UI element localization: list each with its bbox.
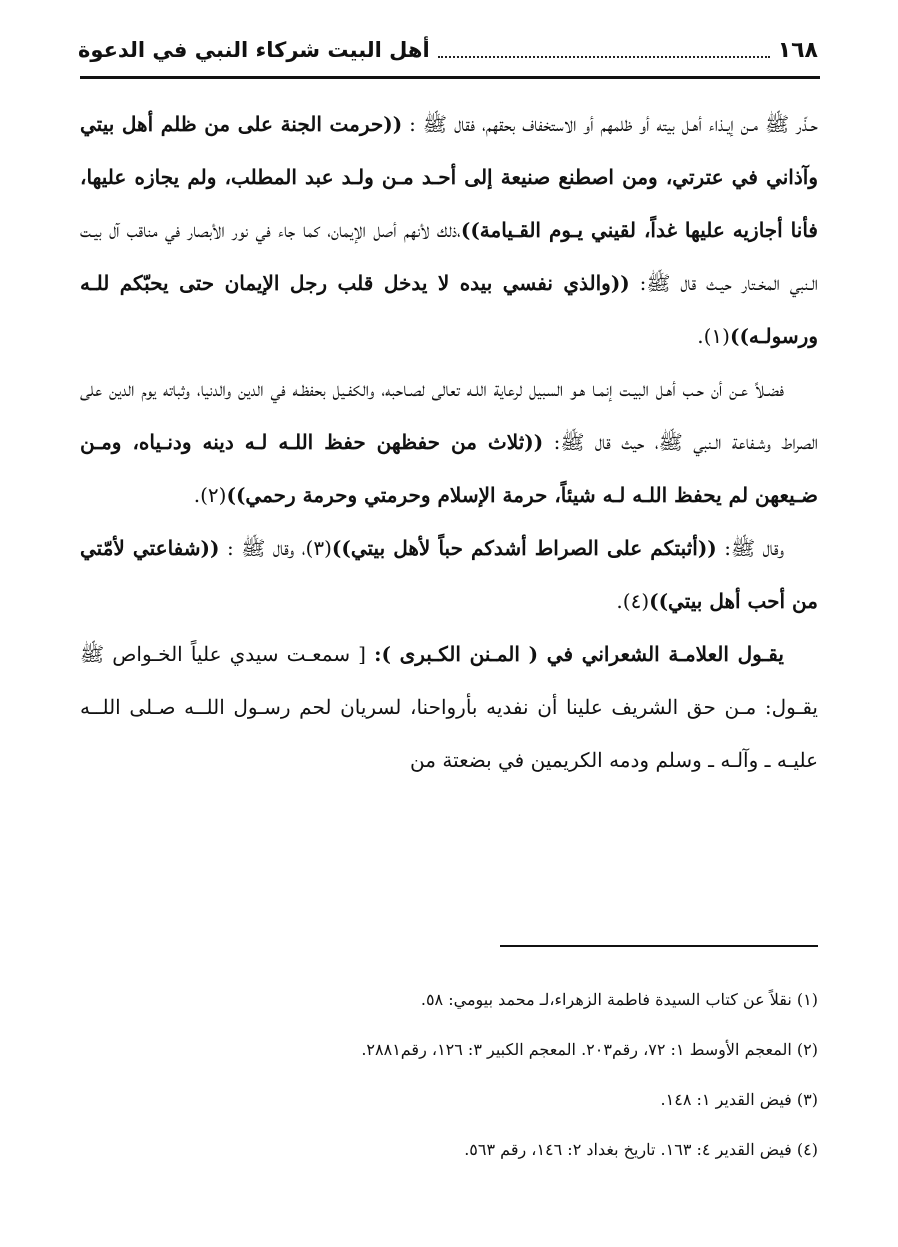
hadith-quote-3: ((ثلاث من حفظهن حفظ اللـه لـه دينه ودنـياه، ومـن ضـيعهن لم يحفظ اللـه لـه شيئاً، حرمة الإسلام وحرمتي وحرمة رحمي)) (80, 430, 818, 507)
paragraph-1-text-1: حـذّر ﷺ مـن إيـذاء أهـل بيته أو ظلمهم أو الاستخفاف بحقهم، فقال ﷺ : (402, 112, 818, 136)
paragraph-3-text-1: وقال ﷺ: (716, 536, 785, 560)
running-header (78, 30, 818, 70)
paragraph-3-text-2: (٣)، وقال ﷺ : (219, 536, 332, 560)
footnotes (80, 975, 818, 1175)
paragraph-2 (80, 363, 818, 522)
hadith-quote-1: ((حرمت الجنة على من ظلم أهل بيتي وآذاني في عترتي، ومن اصطنع صنيعة إلى أحـد مـن ولـد عبد المطلب، ولم يجازه عليها، فأنا أجازيه عليها غداً، لقيني يـوم القـيامة)) (80, 112, 818, 242)
paragraph-4 (80, 628, 818, 787)
header-dot-leader (438, 42, 770, 58)
paragraph-1 (80, 98, 818, 363)
footnote-ref-2: (٢). (193, 483, 227, 507)
hadith-quote-5: ((شفاعتي لأمّتي من أحب أهل بيتي)) (80, 536, 818, 613)
page-number: ١٦٨ (777, 37, 818, 63)
quote-intro: يقـول العلامـة الشعراني في ( المـنن الكـبرى ): (374, 642, 784, 666)
running-title: أهل البيت شركاء النبي في الدعوة (78, 38, 430, 62)
hadith-quote-2: ((والذي نفسي بيده لا يدخل قلب رجل الإيمان حتى يحبّكم للـه ورسولـه)) (80, 271, 818, 348)
footnote-separator (500, 945, 818, 947)
footnote-2: (٢) المعجم الأوسط ١: ٧٢، رقم٢٠٣. المعجم الكبير ٣: ١٢٦، رقم٢٨٨١. (361, 1040, 818, 1059)
paragraph-4-text-1: [ سمعـت سيدي علياً الخـواص ﷺ يقـول: مـن حق الشريف علينا أن نفديه بأرواحنا، لسريان لحم رسـول اللــه صـلى اللــه عليـه ـ وآلـه ـ وسلم ودمه الكريمين في بضعتة من (80, 642, 818, 772)
header-rule (80, 76, 820, 79)
footnote-3: (٣) فيض القدير ١: ١٤٨. (660, 1090, 818, 1109)
paragraph-1-text-2: ،ذلك لأنهم أصل الإيمان، كما جاء في نور الأبصار في مناقب آل بيـت الـنبي المخـتار حيـث قال ﷺ: (80, 218, 818, 295)
footnote-4: (٤) فيض القدير ٤: ١٦٣. تاريخ بغداد ٢: ١٤٦، رقم ٥٦٣. (464, 1140, 818, 1159)
footnote-ref-4: (٤). (616, 589, 650, 613)
paragraph-3 (80, 522, 818, 628)
main-text (80, 98, 818, 787)
hadith-quote-4: ((أثبتكم على الصراط أشدكم حباً لأهل بيتي)) (331, 536, 717, 560)
footnote-ref-1: (١). (697, 324, 730, 348)
paragraph-2-text-1: فضـلاً عـن أن حـب أهـل البيـت إنمـا هـو السبيل لرعاية اللـه تعالى لصـاحبه، والكفـيل بحفظـه في الدين والدنيا، وثباته يوم الدين على الصراط وشـفاعة الـنبي ﷺ، حيث قال ﷺ: (80, 377, 818, 454)
footnote-1: (١) نقلاً عن كتاب السيدة فاطمة الزهراء،لـ محمد بيومي: ٥٨. (420, 990, 818, 1009)
